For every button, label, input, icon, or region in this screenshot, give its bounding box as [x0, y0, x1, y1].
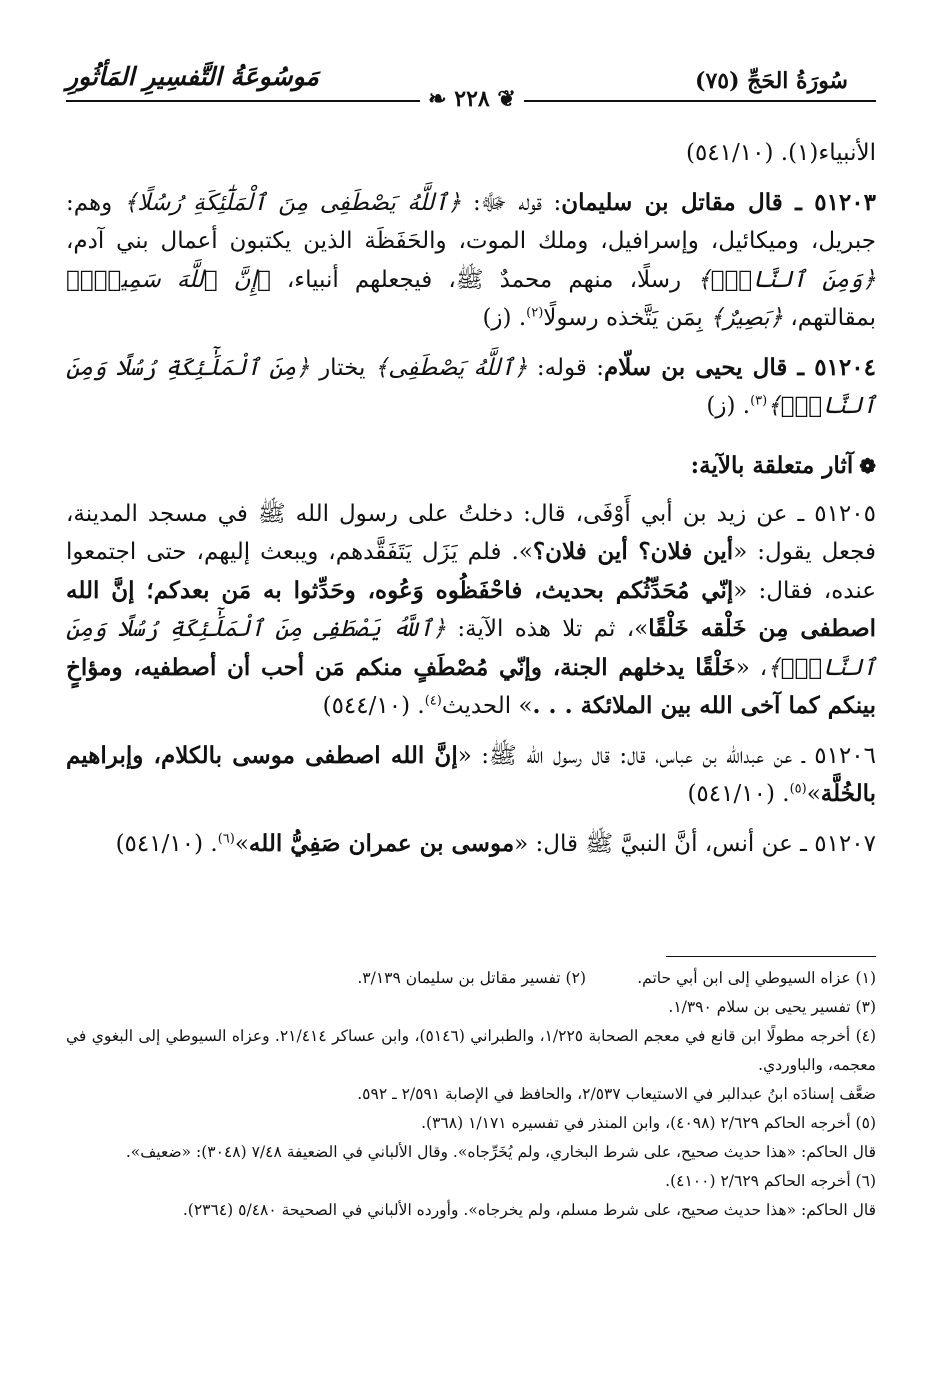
quran-quote: ﴿إِنَّ ٱللَّهَ سَمِيعٌۢ﴾	[66, 266, 271, 293]
main-text	[66, 134, 876, 874]
footnote-4-grading: ضعَّف إسنادَه ابنُ عبدالبر في الاستيعاب ٢/٥٣٧، والحافظ في الإصابة ٢/٥٩١ ـ ٥٩٢.	[357, 1085, 876, 1103]
hadith-text: إنَّ الله اصطفى موسى بالكلام، وإبراهيم بالخُلَّة	[66, 741, 876, 807]
paragraph-continuation: الأنبياء(١). (٥٤١/١٠)	[685, 140, 876, 166]
footnote-marker[interactable]: (٢)	[526, 305, 544, 321]
quran-quote: ﴿ٱللَّهُ يَصْطَفِى مِنَ ٱلْمَلَٰٓئِكَةِ رُسُلًا﴾	[123, 189, 462, 216]
footnote-6: (٦) أخرجه الحاكم ٢/٦٢٩ (٤١٠٠).	[665, 1172, 876, 1190]
narrator-name: يحيى بن سلّام	[603, 353, 743, 381]
quran-quote: ﴿وَمِنَ ٱلنَّاسِۚ﴾	[697, 266, 876, 293]
footnote-6-grading: قال الحاكم: «هذا حديث صحيح، على شرط مسلم، ولم يخرجاه». وأورده الألباني في الصحيحة ٥/٤٨٠ (٢٣٦٤).	[182, 1201, 876, 1219]
footnote-1: (١) عزاه السيوطي إلى ابن أبي حاتم.	[637, 969, 876, 987]
quran-quote: ﴿ٱللَّهُ يَصْطَفِى﴾	[374, 354, 528, 381]
footnote-marker[interactable]: (٦)	[217, 830, 235, 846]
flower-icon: ❁	[859, 453, 876, 478]
narrator-name: مقاتل بن سليمان	[561, 188, 736, 216]
section-heading: ❁آثار متعلقة بالآية:	[690, 451, 876, 479]
hadith-text: خَلْقًا يدخلهم الجنة، وإنّي مُصْطَفٍ منكم مَن أحب أن أصطفيه، ومؤاخٍ بينكم كما آخى الله بين الملائكة . . .	[66, 653, 876, 719]
footnote-marker[interactable]: (٣)	[750, 393, 768, 409]
footnote-3: (٣) تفسير يحيى بن سلام ١/٣٩٠.	[668, 998, 876, 1016]
page-number: ❦ ٢٢٨ ❧	[420, 86, 524, 112]
athar-51204: ٥١٢٠٤ ـ قال يحيى بن سلّام: قوله: ﴿ٱللَّهُ يَصْطَفِى﴾ يختار ﴿مِنَ ٱلْمَلَٰٓئِكَةِ رُسُلًا وَمِنَ ٱلنَّاسِۚ﴾$^{(٣)}$. (ز)	[66, 353, 876, 419]
surah-title: سُورَةُ الحَجِّ (٧٥)	[695, 68, 848, 94]
athar-51203: ٥١٢٠٣ ـ قال مقاتل بن سليمان: قوله ﷻ: ﴿ٱللَّهُ يَصْطَفِى مِنَ ٱلْمَلَٰٓئِكَةِ رُسُلًا﴾ وهم: جبريل، وميكائيل، وإسرافيل، وملك الموت، والحَفَظَة الذين يكتبون أعمال بني آدم، ﴿وَمِنَ ٱلنَّاسِۚ﴾ رسلًا، منهم محمدٌ ﷺ، فيجعلهم أنبياء، ﴿إِنَّ ٱللَّهَ سَمِيعٌۢ﴾ بمقالتهم، ﴿بَصِيرٌ﴾ بِمَن يَتَّخذه رسولًا$^{(٢)}$. (ز)	[66, 188, 876, 331]
footnote-rule	[666, 956, 876, 957]
quran-quote: ﴿مِنَ ٱلْمَلَٰٓئِكَةِ رُسُلًا وَمِنَ ٱلنَّاسِۚ﴾	[66, 354, 876, 419]
athar-51207: ٥١٢٠٧ ـ عن أنس، أنَّ النبيَّ ﷺ قال: «موسى بن عمران صَفِيُّ الله»$^{(٦)}$. (٥٤١/١٠)	[115, 829, 876, 857]
footnote-5: (٥) أخرجه الحاكم ٢/٦٢٩ (٤٠٩٨)، وابن المنذر في تفسيره ١/١٧١ (٣٦٨).	[421, 1114, 876, 1132]
athar-51206: ٥١٢٠٦ ـ عن عبدالله بن عباس، قال: قال رسول الله ﷺ: «إنَّ الله اصطفى موسى بالكلام، وإبراهيم بالخُلَّة»$^{(٥)}$. (٥٤١/١٠)	[66, 741, 876, 807]
footnote-marker[interactable]: (٤)	[424, 693, 442, 709]
footnote-row	[66, 964, 876, 993]
hadith-text: إنّي مُحَدِّثُكم بحديث، فاحْفَظُوه وَعُوه، وحَدِّثوا به مَن بعدكم؛ إنَّ الله اصطفى مِن خَلْقه خَلْقًا	[66, 576, 877, 642]
footnotes	[66, 964, 876, 1225]
book-title: مَوسُوعَةُ التَّفسِيرِ المَأثُورِ	[66, 62, 319, 91]
footnote-2: (٢) تفسير مقاتل بن سليمان ٣/١٣٩.	[357, 969, 586, 987]
quran-quote: ﴿ٱللَّهُ يَصْطَفِى مِنَ ٱلْمَلَٰٓئِكَةِ رُسُلًا وَمِنَ ٱلنَّاسِۚ﴾	[66, 616, 876, 681]
footnote-4: (٤) أخرجه مطولًا ابن قانع في معجم الصحابة ١/٢٢٥، والطبراني (٥١٤٦)، وابن عساكر ٢١/٤١٤. وعزاه السيوطي إلى البغوي في معجمه، والباوردي.	[66, 1027, 877, 1074]
page-number-wrap	[0, 86, 944, 112]
footnote-marker[interactable]: (٥)	[789, 781, 807, 797]
footnote-5-grading: قال الحاكم: «هذا حديث صحيح، على شرط البخاري، ولم يُخَرِّجاه». وقال الألباني في الضعيفة ٧/٤٨ (٣٠٤٨): «ضعيف».	[125, 1143, 876, 1161]
hadith-text: موسى بن عمران صَفِيُّ الله	[248, 829, 515, 857]
athar-51205: ٥١٢٠٥ ـ عن زيد بن أبي أَوْفَى، قال: دخلتُ على رسول الله ﷺ في مسجد المدينة، فجعل يقول: «أين فلان؟ أين فلان؟». فلم يَزَل يَتَفَقَّدهم، ويبعث إليهم، حتى اجتمعوا عنده، فقال: «إنّي مُحَدِّثُكم بحديث، فاحْفَظُوه وَعُوه، وحَدِّثوا به مَن بعدكم؛ إنَّ الله اصطفى مِن خَلْقه خَلْقًا»، ثم تلا هذه الآية: ﴿ٱللَّهُ يَصْطَفِى مِنَ ٱلْمَلَٰٓئِكَةِ رُسُلًا وَمِنَ ٱلنَّاسِۚ﴾، «خَلْقًا يدخلهم الجنة، وإنّي مُصْطَفٍ منكم مَن أحب أن أصطفيه، ومؤاخٍ بينكم كما آخى الله بين الملائكة . . .» الحديث$^{(٤)}$. (٥٤٤/١٠)	[66, 500, 877, 719]
quran-quote: ﴿بَصِيرٌ﴾	[710, 305, 784, 331]
